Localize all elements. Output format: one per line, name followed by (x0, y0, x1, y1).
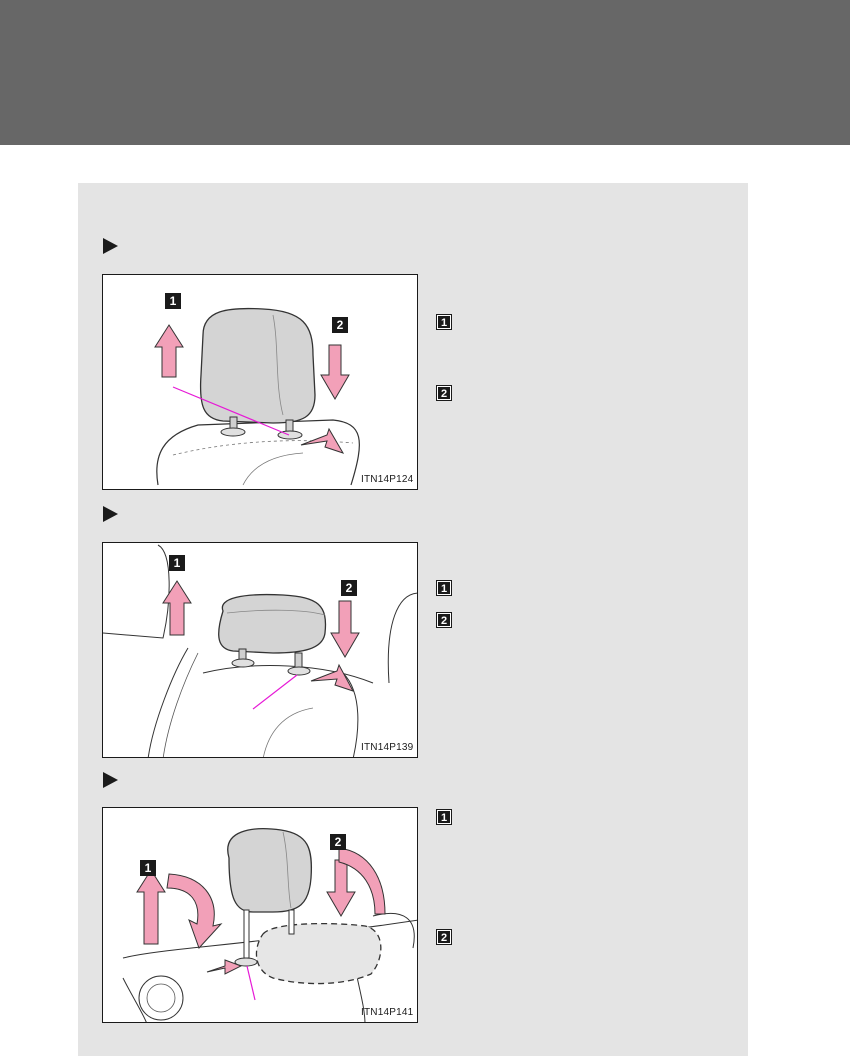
figure-3-badge-2: 2 (330, 834, 346, 850)
section-3-step-1-badge: 1 (437, 810, 451, 824)
figure-1-badge-2: 2 (332, 317, 348, 333)
header-band (0, 0, 850, 145)
figure-2-badge-1: 1 (169, 555, 185, 571)
figure-2-badge-2: 2 (341, 580, 357, 596)
section-2-step-2-badge: 2 (437, 613, 451, 627)
section-marker-third-seat (103, 772, 118, 788)
figure-front-head-restraint (102, 274, 418, 490)
figure-2-code: ITN14P139 (361, 742, 414, 753)
section-2-step-1-badge: 1 (437, 581, 451, 595)
section-1-step-1-badge: 1 (437, 315, 451, 329)
third-head-restraint-illustration (103, 808, 418, 1023)
section-marker-front-seat (103, 238, 118, 254)
rear-head-restraint-illustration (103, 543, 418, 758)
figure-third-head-restraint (102, 807, 418, 1023)
figure-1-badge-1: 1 (165, 293, 181, 309)
figure-3-code: ITN14P141 (361, 1007, 414, 1018)
figure-1-code: ITN14P124 (361, 474, 414, 485)
section-1-step-2-badge: 2 (437, 386, 451, 400)
front-head-restraint-illustration (103, 275, 418, 490)
section-marker-rear-seat (103, 506, 118, 522)
figure-rear-head-restraint (102, 542, 418, 758)
section-3-step-2-badge: 2 (437, 930, 451, 944)
figure-3-badge-1: 1 (140, 860, 156, 876)
